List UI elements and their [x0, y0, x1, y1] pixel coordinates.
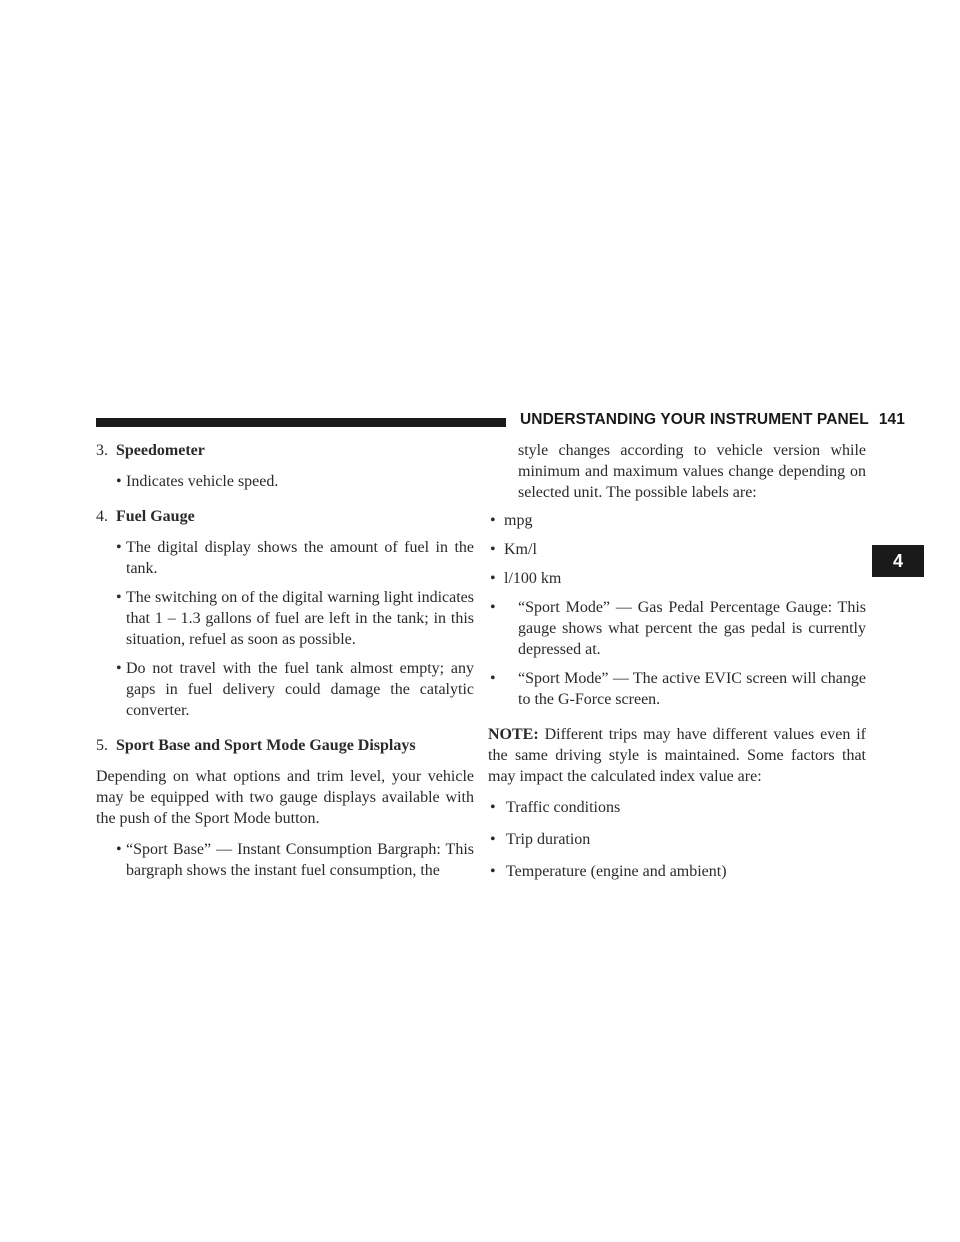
left-column: [96, 440, 474, 889]
list-item: • Indicates vehicle speed.: [116, 473, 279, 490]
section-heading-fuel-gauge: 4. Fuel Gauge: [96, 508, 195, 525]
list-item: • “Sport Base” — Instant Consumption Bargraph: This bargraph shows the instant fuel consumption, the: [116, 841, 474, 879]
list-item: • Km/l: [490, 541, 537, 558]
list-item: • Temperature (engine and ambient): [490, 863, 727, 880]
note-paragraph: NOTE: Different trips may have different values even if the same driving style is maintained. Some factors that may impact the calculated index value are:: [488, 726, 866, 785]
paragraph: Depending on what options and trim level, your vehicle may be equipped with two gauge displays available with the push of the Sport Mode button.: [96, 768, 474, 827]
list-item: • “Sport Mode” — Gas Pedal Percentage Gauge: This gauge shows what percent the gas pedal is currently depressed at.: [490, 599, 866, 658]
list-item: • Traffic conditions: [490, 799, 621, 816]
header-rule: [96, 418, 506, 427]
list-item: • l/100 km: [490, 570, 562, 587]
section-heading-speedometer: 3. Speedometer: [96, 442, 205, 459]
chapter-tab: 4: [872, 545, 924, 577]
page-number: 141: [878, 411, 905, 428]
list-item: • Do not travel with the fuel tank almost empty; any gaps in fuel delivery could damage the catalytic converter.: [116, 660, 474, 719]
list-item: • “Sport Mode” — The active EVIC screen will change to the G-Force screen.: [490, 670, 866, 708]
header-title: UNDERSTANDING YOUR INSTRUMENT PANEL: [520, 411, 869, 428]
list-item: • mpg: [490, 512, 533, 529]
section-heading-sport-displays: 5. Sport Base and Sport Mode Gauge Displays: [96, 737, 416, 754]
list-item: • The switching on of the digital warning light indicates that 1 – 1.3 gallons of fuel are left in the tank; in this situation, refuel as soon as possible.: [116, 589, 474, 648]
list-item: • Trip duration: [490, 831, 591, 848]
continued-text: style changes according to vehicle version while minimum and maximum values change depending on selected unit. The possible labels are:: [518, 442, 866, 501]
right-column: [488, 440, 866, 893]
running-header: [520, 411, 905, 431]
list-item: • The digital display shows the amount of fuel in the tank.: [116, 539, 474, 577]
